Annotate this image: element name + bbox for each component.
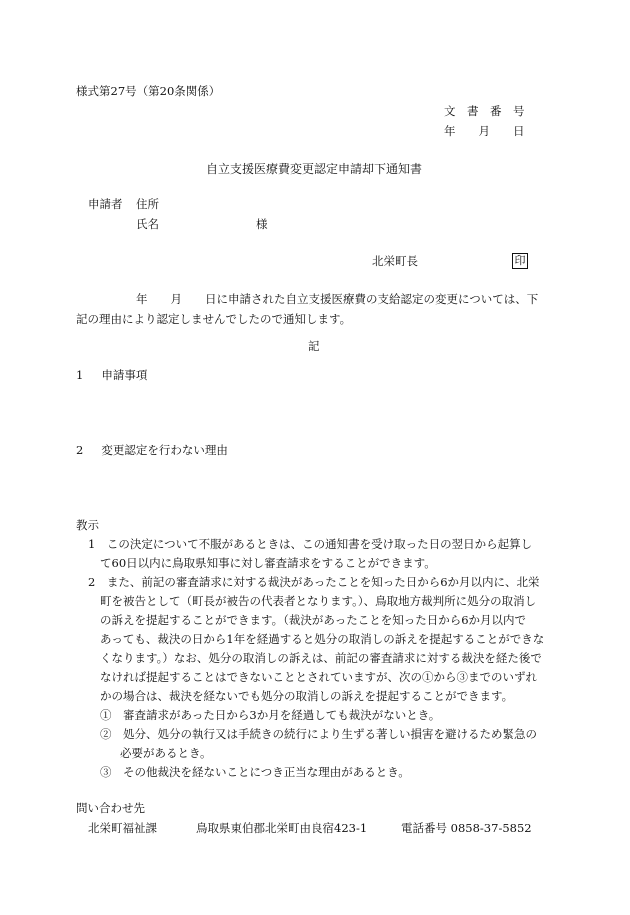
instruction-item-2-line-3: の訴えを提起することができます。（裁決があったことを知った日から6か月以内で <box>100 613 527 627</box>
contact-heading: 問い合わせ先 <box>76 801 145 815</box>
case-1: ① 審査請求があった日から3か月を経過しても裁決がないとき。 <box>100 708 441 722</box>
instruction-item-2-line-4: あっても、裁決の日から1年を経過すると処分の取消しの訴えを提起することができな <box>100 632 545 646</box>
section-1-heading <box>76 370 147 382</box>
case-3: ③ その他裁決を経ないことにつき正当な理由があるとき。 <box>100 765 410 779</box>
instruction-heading: 教示 <box>76 518 99 532</box>
instruction-item-2-line-2: 町を被告として（町長が被告の代表者となります。）、鳥取地方裁判所に処分の取消し <box>100 594 537 608</box>
instruction-item-2-line-6: なければ提起することはできないこととされていますが、次の①から③までのいずれ <box>100 670 537 684</box>
contact-department: 北栄町福祉課 <box>88 821 157 835</box>
ki-mark: 記 <box>308 339 320 353</box>
instruction-item-2-line-1: 2 また、前記の審査請求に対する裁決があったことを知った日から6か月以内に、北栄 <box>88 575 540 589</box>
applicant-label: 申請者 <box>88 197 123 211</box>
form-number: 様式第27号（第20条関係） <box>76 84 221 98</box>
case-2-line-2: 必要があるとき。 <box>120 746 212 760</box>
instruction-item-1-line-1: 1 この決定について不服があるときは、この通知書を受け取った日の翌日から起算し <box>88 537 533 551</box>
contact-phone: 電話番号 0858-37-5852 <box>401 821 532 835</box>
name-label: 氏名 <box>136 217 159 231</box>
document-title: 自立支援医療費変更認定申請却下通知書 <box>206 162 423 176</box>
instruction-item-2-line-7: かの場合は、裁決を経ないでも処分の取消しの訴えを提起することができます。 <box>100 689 514 703</box>
section-2-number: 2 <box>76 443 84 457</box>
section-1-number: 1 <box>76 368 84 382</box>
honorific: 様 <box>256 217 268 231</box>
issuer-name: 北栄町長 <box>372 254 418 268</box>
body-line-2: 記の理由により認定しませんでしたので通知します。 <box>76 312 352 326</box>
instruction-item-1-line-2: て60日以内に鳥取県知事に対し審査請求をすることができます。 <box>100 556 436 570</box>
document-number-label: 文 書 番 号 <box>444 104 525 118</box>
address-label: 住所 <box>136 197 159 211</box>
contact-address: 鳥取県東伯郡北栄町由良宿423-1 <box>196 821 368 835</box>
section-2-label: 変更認定を行わない理由 <box>101 443 228 457</box>
seal-mark: 印 <box>512 253 528 269</box>
date-label: 年 月 日 <box>444 124 525 138</box>
body-line-1: 年 月 日に申請された自立支援医療費の支給認定の変更については、下 <box>136 292 539 306</box>
section-2-heading <box>76 445 228 457</box>
section-1-label: 申請事項 <box>101 368 148 382</box>
case-2-line-1: ② 処分、処分の執行又は手続きの続行により生ずる著しい損害を避けるため緊急の <box>100 727 537 741</box>
instruction-item-2-line-5: くなります。）なお、処分の取消しの訴えは、前記の審査請求に対する裁決を経た後で <box>100 651 542 665</box>
